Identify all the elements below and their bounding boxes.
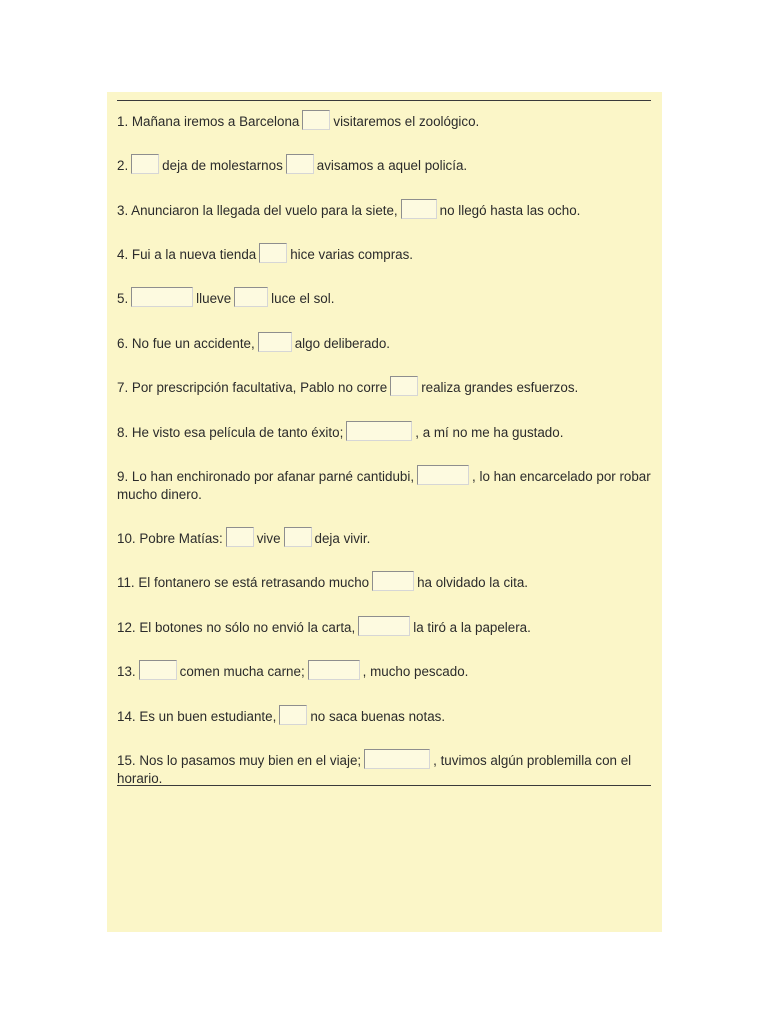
item-8-text-b: , a mí no me ha gustado.: [415, 425, 564, 440]
exercise-item-12: [117, 616, 651, 637]
exercise-item-15: [117, 749, 651, 788]
item-14-blank-1[interactable]: [279, 705, 307, 725]
item-14-text-b: no saca buenas notas.: [310, 709, 446, 724]
exercise-item-1: [117, 110, 651, 131]
item-9-text-a: 9. Lo han enchironado por afanar parné cantidubi,: [117, 469, 415, 484]
item-11-text-a: 11. El fontanero se está retrasando mucho: [117, 575, 370, 590]
item-10-text-a: 10. Pobre Matías:: [117, 531, 223, 546]
item-5-text-b: llueve: [196, 291, 232, 306]
item-11-text-b: ha olvidado la cita.: [417, 575, 529, 590]
item-10-blank-2[interactable]: [284, 527, 312, 547]
item-15-text-a: 15. Nos lo pasamos muy bien en el viaje;: [117, 753, 362, 768]
item-13-blank-1[interactable]: [139, 660, 177, 680]
item-8-blank-1[interactable]: [346, 421, 412, 441]
item-12-text-b: la tiró a la papelera.: [413, 620, 531, 635]
item-6-text-b: algo deliberado.: [294, 336, 391, 351]
item-12-blank-1[interactable]: [358, 616, 410, 636]
item-2-text-c: avisamos a aquel policía.: [316, 158, 468, 173]
item-2-blank-2[interactable]: [286, 154, 314, 174]
exercise-item-9: [117, 465, 651, 504]
item-3-text-a: 3. Anunciaron la llegada del vuelo para la siete,: [117, 203, 398, 218]
exercise-item-5: [117, 287, 651, 308]
exercise-sheet: [107, 92, 662, 932]
exercise-item-4: [117, 243, 651, 264]
exercise-item-11: [117, 571, 651, 592]
item-3-blank-1[interactable]: [401, 199, 437, 219]
item-13-text-b: comen mucha carne;: [179, 664, 305, 679]
item-13-text-c: , mucho pescado.: [362, 664, 469, 679]
item-11-blank-1[interactable]: [372, 571, 414, 591]
item-5-blank-1[interactable]: [131, 287, 193, 307]
item-10-text-b: vive: [256, 531, 281, 546]
item-1-text-a: 1. Mañana iremos a Barcelona: [117, 114, 300, 129]
item-9-text-b: , lo han encarcelado por robar mucho dinero.: [117, 469, 651, 502]
exercise-item-7: [117, 376, 651, 397]
item-10-blank-1[interactable]: [226, 527, 254, 547]
exercise-item-8: [117, 421, 651, 442]
exercise-item-14: [117, 705, 651, 726]
item-8-text-a: 8. He visto esa película de tanto éxito;: [117, 425, 344, 440]
item-7-text-b: realiza grandes esfuerzos.: [421, 380, 579, 395]
exercise-item-6: [117, 332, 651, 353]
exercise-item-3: [117, 199, 651, 220]
exercise-item-2: [117, 154, 651, 175]
item-15-blank-1[interactable]: [364, 749, 430, 769]
item-7-blank-1[interactable]: [390, 376, 418, 396]
item-10-text-c: deja vivir.: [314, 531, 371, 546]
item-6-text-a: 6. No fue un accidente,: [117, 336, 255, 351]
item-14-text-a: 14. Es un buen estudiante,: [117, 709, 277, 724]
item-7-text-a: 7. Por prescripción facultativa, Pablo no corre: [117, 380, 388, 395]
item-9-blank-1[interactable]: [417, 465, 469, 485]
item-1-text-b: visitaremos el zoológico.: [333, 114, 480, 129]
item-5-blank-2[interactable]: [234, 287, 268, 307]
item-2-text-b: deja de molestarnos: [162, 158, 283, 173]
bottom-divider: [117, 785, 651, 786]
item-13-text-a: 13.: [117, 664, 136, 679]
item-15-text-b: , tuvimos algún problemilla con el horario.: [117, 753, 632, 786]
item-5-text-a: 5.: [117, 291, 129, 306]
item-2-blank-1[interactable]: [131, 154, 159, 174]
item-4-text-b: hice varias compras.: [290, 247, 414, 262]
exercise-item-13: [117, 660, 651, 681]
item-6-blank-1[interactable]: [258, 332, 292, 352]
item-1-blank-1[interactable]: [302, 110, 330, 130]
item-12-text-a: 12. El botones no sólo no envió la carta,: [117, 620, 356, 635]
item-2-text-a: 2.: [117, 158, 129, 173]
item-4-text-a: 4. Fui a la nueva tienda: [117, 247, 257, 262]
exercise-item-10: [117, 527, 651, 548]
item-5-text-c: luce el sol.: [271, 291, 335, 306]
item-3-text-b: no llegó hasta las ocho.: [439, 203, 581, 218]
item-4-blank-1[interactable]: [259, 243, 287, 263]
item-13-blank-2[interactable]: [308, 660, 360, 680]
top-divider: [117, 100, 651, 101]
